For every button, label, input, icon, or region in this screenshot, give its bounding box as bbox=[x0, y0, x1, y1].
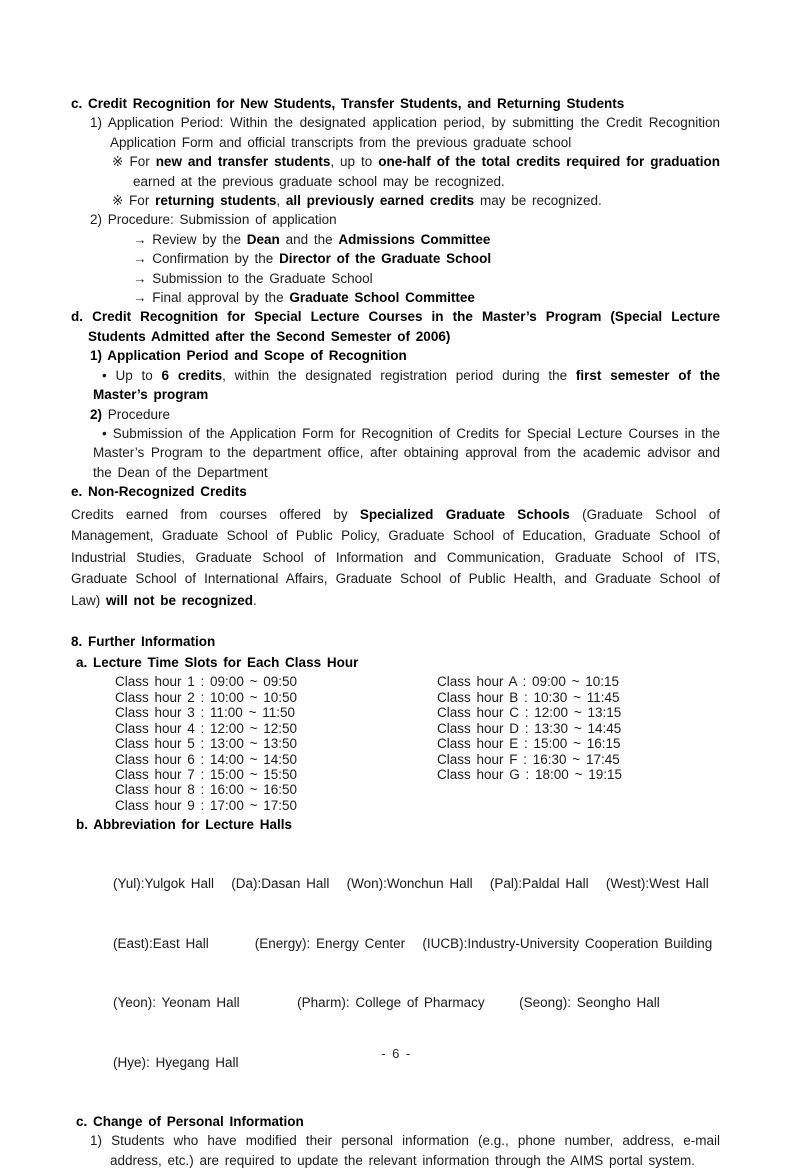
hall-abbreviation-line: (Yeon): Yeonam Hall (Pharm): College of Pharmacy (Seong): Seongho Hall bbox=[113, 995, 660, 1011]
procedure-step-final-approval bbox=[71, 288, 720, 307]
paragraph-procedure bbox=[71, 210, 720, 229]
text-run: will not be recognized bbox=[106, 592, 254, 608]
text-run: Procedure bbox=[102, 406, 171, 422]
text-run: (Graduate School of Management, Graduate School of Public Policy, Graduate School of Education, Graduate School of Industrial Studies, Graduate School of Information and Communication, Graduate School of ITS, Graduate School of International Affairs, Graduate School of Public Health, and Graduate School of Law) bbox=[71, 506, 721, 608]
text-run: b. Abbreviation for Lecture Halls bbox=[76, 817, 293, 833]
text-run: → Final approval by the bbox=[133, 290, 290, 306]
class-hour-row: Class hour 5 : 13:00 ~ 13:50 bbox=[115, 736, 297, 752]
text-run: returning students bbox=[155, 193, 277, 209]
text-run: Graduate School Committee bbox=[289, 290, 475, 306]
text-run: Credits earned from courses offered by bbox=[71, 506, 360, 522]
hall-abbreviation-line: (Yul):Yulgok Hall (Da):Dasan Hall (Won):Wonchun Hall (Pal):Paldal Hall (West):West Hall bbox=[113, 876, 709, 892]
text-run: e. Non-Recognized Credits bbox=[71, 484, 247, 500]
heading-credit-recognition-c bbox=[71, 94, 720, 113]
text-run: ※ For bbox=[112, 154, 156, 170]
text-run: 8. Further Information bbox=[71, 633, 216, 649]
text-run: d. Credit Recognition for Special Lecture Courses in the Master’s Program (Special Lecture Students Admitted after the Second Semester of 2006) bbox=[71, 309, 720, 344]
text-run: c. Change of Personal Information bbox=[76, 1113, 304, 1129]
text-run: a. Lecture Time Slots for Each Class Hour bbox=[76, 654, 359, 670]
class-hour-row: Class hour D : 13:30 ~ 14:45 bbox=[437, 720, 622, 736]
class-hour-row: Class hour A : 09:00 ~ 10:15 bbox=[437, 674, 619, 690]
text-run: , bbox=[276, 193, 286, 209]
class-hour-row: Class hour 9 : 17:00 ~ 17:50 bbox=[115, 797, 297, 813]
lecture-hall-abbreviations bbox=[71, 835, 720, 1112]
text-run: Admissions Committee bbox=[338, 231, 491, 247]
text-run: and the bbox=[279, 231, 339, 247]
hall-abbreviation-line: (Hye): Hyegang Hall bbox=[113, 1054, 239, 1070]
heading-application-period-scope bbox=[71, 346, 720, 365]
text-run: 2) bbox=[90, 406, 103, 422]
text-run: , within the designated registration period during the bbox=[222, 367, 576, 383]
hall-abbreviation-line: (East):East Hall (Energy): Energy Center (IUCB):Industry-University Cooperation Building bbox=[113, 935, 713, 951]
text-run: • Up to bbox=[102, 367, 162, 383]
procedure-step-confirmation bbox=[71, 249, 720, 268]
class-hour-row: Class hour G : 18:00 ~ 19:15 bbox=[437, 767, 622, 783]
heading-non-recognized-credits bbox=[71, 482, 720, 501]
note-returning-students bbox=[71, 191, 720, 210]
paragraph-procedure-2 bbox=[71, 405, 720, 424]
class-hour-row: Class hour 8 : 16:00 ~ 16:50 bbox=[115, 782, 297, 798]
text-run: all previously earned credits bbox=[285, 193, 475, 209]
heading-further-information bbox=[71, 632, 720, 651]
class-hour-column-numeric bbox=[71, 674, 437, 813]
text-run: c. Credit Recognition for New Students, Transfer Students, and Returning Students bbox=[71, 96, 625, 111]
text-run: Director of the Graduate School bbox=[279, 251, 492, 267]
paragraph-application-period bbox=[71, 113, 720, 152]
class-hour-row: Class hour C : 12:00 ~ 13:15 bbox=[437, 705, 622, 721]
class-hour-row: Class hour 1 : 09:00 ~ 09:50 bbox=[115, 674, 297, 690]
heading-lecture-time-slots bbox=[71, 653, 720, 672]
text-run: one-half of the total credits required for graduation bbox=[378, 154, 720, 170]
class-hour-row: Class hour 4 : 12:00 ~ 12:50 bbox=[115, 720, 297, 736]
heading-abbreviation-lecture-halls bbox=[71, 815, 720, 834]
class-hour-row: Class hour 7 : 15:00 ~ 15:50 bbox=[115, 767, 297, 783]
class-hour-row: Class hour B : 10:30 ~ 11:45 bbox=[437, 689, 620, 705]
class-hour-row: Class hour F : 16:30 ~ 17:45 bbox=[437, 751, 620, 767]
heading-change-personal-information bbox=[71, 1112, 720, 1131]
paragraph-update-personal-information bbox=[71, 1131, 720, 1170]
text-run: • Submission of the Application Form for Recognition of Credits for Special Lecture Courses in the Master’s Program to the department office, after obtaining approval from the academic advisor and the Dean of the Department bbox=[93, 425, 720, 480]
text-run: , up to bbox=[330, 154, 379, 170]
page-number: - 6 - bbox=[381, 1046, 412, 1061]
class-hour-column-letter bbox=[437, 674, 720, 813]
text-run: 1) Students who have modified their personal information (e.g., phone number, address, e-mail address, etc.) are required to update the relevant information through the AIMS portal system. bbox=[90, 1133, 720, 1168]
class-hour-row: Class hour E : 15:00 ~ 16:15 bbox=[437, 736, 621, 752]
text-run: first semester of the Master’s program bbox=[93, 367, 721, 403]
text-run: 1) Application Period: Within the designated application period, by submitting the Credit Recognition Application Form and official transcripts from the previous graduate school bbox=[90, 115, 720, 150]
text-run: 1) Application Period and Scope of Recognition bbox=[90, 348, 407, 364]
text-run: new and transfer students bbox=[155, 154, 331, 170]
class-hour-row: Class hour 6 : 14:00 ~ 14:50 bbox=[115, 751, 297, 767]
bullet-submission-application-form bbox=[71, 424, 720, 482]
text-run: ※ For bbox=[112, 193, 156, 209]
text-run: 6 credits bbox=[161, 367, 223, 383]
class-hour-row: Class hour 3 : 11:00 ~ 11:50 bbox=[115, 705, 295, 721]
bullet-up-to-6-credits bbox=[71, 366, 720, 405]
text-run: may be recognized. bbox=[474, 193, 602, 209]
text-run: Dean bbox=[246, 231, 280, 247]
text-run: → Confirmation by the bbox=[133, 251, 280, 267]
class-hour-table bbox=[71, 674, 720, 813]
text-run: earned at the previous graduate school may be recognized. bbox=[133, 173, 505, 189]
text-run: 2) Procedure: Submission of application bbox=[90, 212, 337, 228]
text-run: Specialized Graduate Schools bbox=[359, 506, 570, 522]
document-page bbox=[71, 94, 720, 1170]
paragraph-non-recognized-credits bbox=[71, 504, 720, 612]
note-new-transfer-students bbox=[71, 152, 720, 191]
class-hour-row: Class hour 2 : 10:00 ~ 10:50 bbox=[115, 689, 297, 705]
text-run: → Review by the bbox=[133, 231, 247, 247]
procedure-step-review bbox=[71, 230, 720, 249]
procedure-step-submission bbox=[71, 269, 720, 288]
text-run: . bbox=[253, 592, 257, 608]
text-run: → Submission to the Graduate School bbox=[133, 270, 373, 286]
heading-credit-recognition-d bbox=[71, 307, 720, 346]
